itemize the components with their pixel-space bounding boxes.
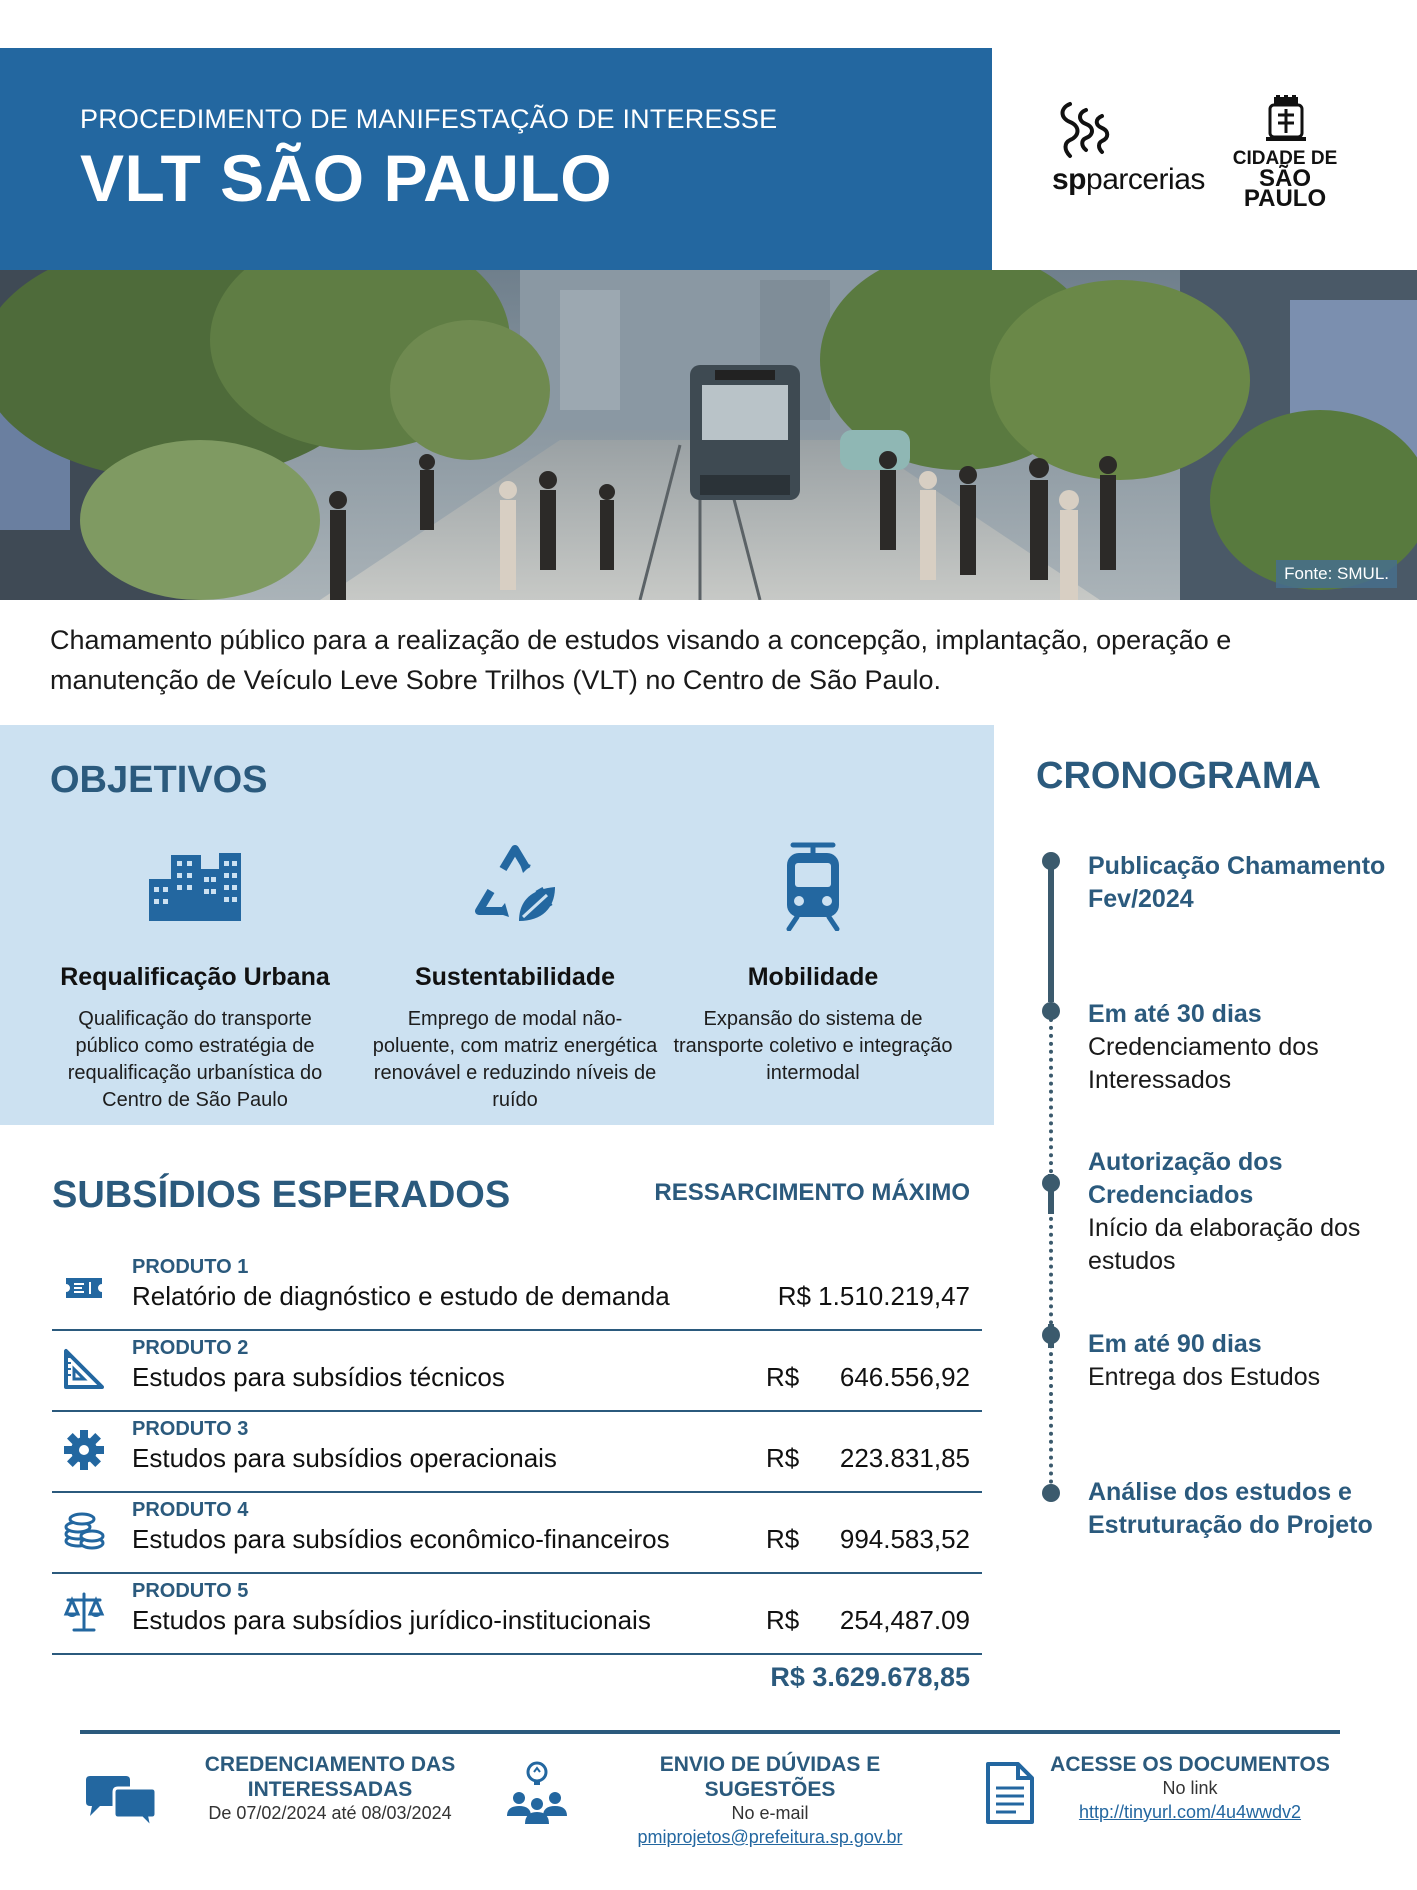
page-title: VLT SÃO PAULO bbox=[80, 141, 613, 215]
timeline-item: Em até 90 dias Entrega dos Estudos bbox=[1088, 1330, 1321, 1391]
recycle-leaf-icon bbox=[469, 839, 561, 931]
objectives-panel bbox=[0, 725, 994, 1125]
products-table bbox=[52, 1250, 982, 1655]
ressarcimento-header: RESSARCIMENTO MÁXIMO bbox=[654, 1179, 970, 1206]
timeline-dot bbox=[1042, 1002, 1060, 1020]
image-credit: Fonte: SMUL. bbox=[1276, 560, 1397, 588]
product-row: PRODUTO 1 Relatório de diagnóstico e estudo de demanda R$ 1.510.219,47 bbox=[52, 1250, 982, 1331]
timeline bbox=[1040, 850, 1400, 1550]
objective-requalificacao bbox=[50, 835, 340, 1114]
ticket-icon bbox=[62, 1266, 106, 1310]
timeline-item: Publicação Chamamento Fev/2024 bbox=[1088, 852, 1386, 913]
header-banner bbox=[0, 48, 992, 270]
street-tram-illustration bbox=[0, 270, 1417, 600]
product-row: PRODUTO 5 Estudos para subsídios jurídico-institucionais R$ 254,487.09 bbox=[52, 1574, 982, 1655]
gear-icon bbox=[62, 1428, 106, 1472]
timeline-item: Análise dos estudos e Estruturação do Projeto bbox=[1088, 1478, 1373, 1539]
team-idea-icon bbox=[505, 1760, 569, 1826]
footer-duvidas: ENVIO DE DÚVIDAS E SUGESTÕES No e-mail pmiprojetos@prefeitura.sp.gov.br bbox=[600, 1752, 940, 1849]
timeline-item: Autorização dos Credenciados Início da elaboração dos estudos bbox=[1088, 1148, 1361, 1275]
subsidios-title: SUBSÍDIOS ESPERADOS bbox=[52, 1174, 511, 1216]
objective-name: Sustentabilidade bbox=[414, 963, 616, 991]
buildings-icon bbox=[149, 849, 241, 921]
logos bbox=[1040, 95, 1360, 212]
timeline-dot bbox=[1042, 1326, 1060, 1344]
city-crest-icon bbox=[1262, 95, 1310, 147]
objective-desc: Qualificação do transporte público como estratégia de requalificação urbanística do Centro de São Paulo bbox=[67, 1008, 323, 1111]
header-eyebrow: PROCEDIMENTO DE MANIFESTAÇÃO DE INTERESSE bbox=[80, 104, 778, 134]
objective-sustentabilidade bbox=[370, 835, 660, 1114]
objective-name: Mobilidade bbox=[747, 963, 879, 991]
footer-documentos: ACESSE OS DOCUMENTOS No link http://tinyurl.com/4u4wwdv2 bbox=[1040, 1752, 1340, 1824]
product-row: PRODUTO 2 Estudos para subsídios técnicos R$ 646.556,92 bbox=[52, 1331, 982, 1412]
objectives-title: OBJETIVOS bbox=[50, 759, 268, 801]
city-wordmark: CIDADE DE SÃO PAULO bbox=[1232, 148, 1338, 212]
intro-text: Chamamento público para a realização de estudos visando a concepção, implantação, operação e manutenção de Veículo Leve Sobre Trilhos (VLT) no Centro de São Paulo. bbox=[50, 625, 1232, 695]
coins-icon bbox=[62, 1509, 106, 1553]
cronograma-title: CRONOGRAMA bbox=[1036, 755, 1321, 797]
spparcerias-wordmark: spparcerias bbox=[1052, 163, 1205, 196]
objective-desc: Expansão do sistema de transporte coletivo e integração intermodal bbox=[673, 1008, 953, 1084]
footer-divider bbox=[80, 1730, 1340, 1734]
timeline-dot bbox=[1042, 1484, 1060, 1502]
total-value: R$ 3.629.678,85 bbox=[770, 1662, 970, 1692]
timeline-item: Em até 30 dias Credenciamento dos Interessados bbox=[1088, 1000, 1319, 1094]
product-row: PRODUTO 4 Estudos para subsídios econômico-financeiros R$ 994.583,52 bbox=[52, 1493, 982, 1574]
product-row: PRODUTO 3 Estudos para subsídios operacionais R$ 223.831,85 bbox=[52, 1412, 982, 1493]
objective-mobilidade bbox=[668, 835, 958, 1087]
scales-icon bbox=[62, 1590, 106, 1634]
tram-icon bbox=[783, 839, 843, 931]
timeline-dot bbox=[1042, 852, 1060, 870]
ruler-triangle-icon bbox=[62, 1347, 106, 1391]
chat-bubbles-icon bbox=[86, 1776, 158, 1832]
timeline-dot bbox=[1042, 1174, 1060, 1192]
hero-image bbox=[0, 270, 1417, 600]
document-icon bbox=[986, 1762, 1034, 1824]
footer-credenciamento: CREDENCIAMENTO DAS INTERESSADAS De 07/02/2024 até 08/03/2024 bbox=[204, 1753, 456, 1823]
email-link[interactable]: pmiprojetos@prefeitura.sp.gov.br bbox=[637, 1827, 903, 1847]
documents-link[interactable]: http://tinyurl.com/4u4wwdv2 bbox=[1078, 1802, 1302, 1822]
spparcerias-logo-icon bbox=[1056, 100, 1116, 164]
objective-name: Requalificação Urbana bbox=[60, 963, 330, 991]
objective-desc: Emprego de modal não-poluente, com matriz energética renovável e reduzindo níveis de ruído bbox=[372, 1008, 658, 1111]
